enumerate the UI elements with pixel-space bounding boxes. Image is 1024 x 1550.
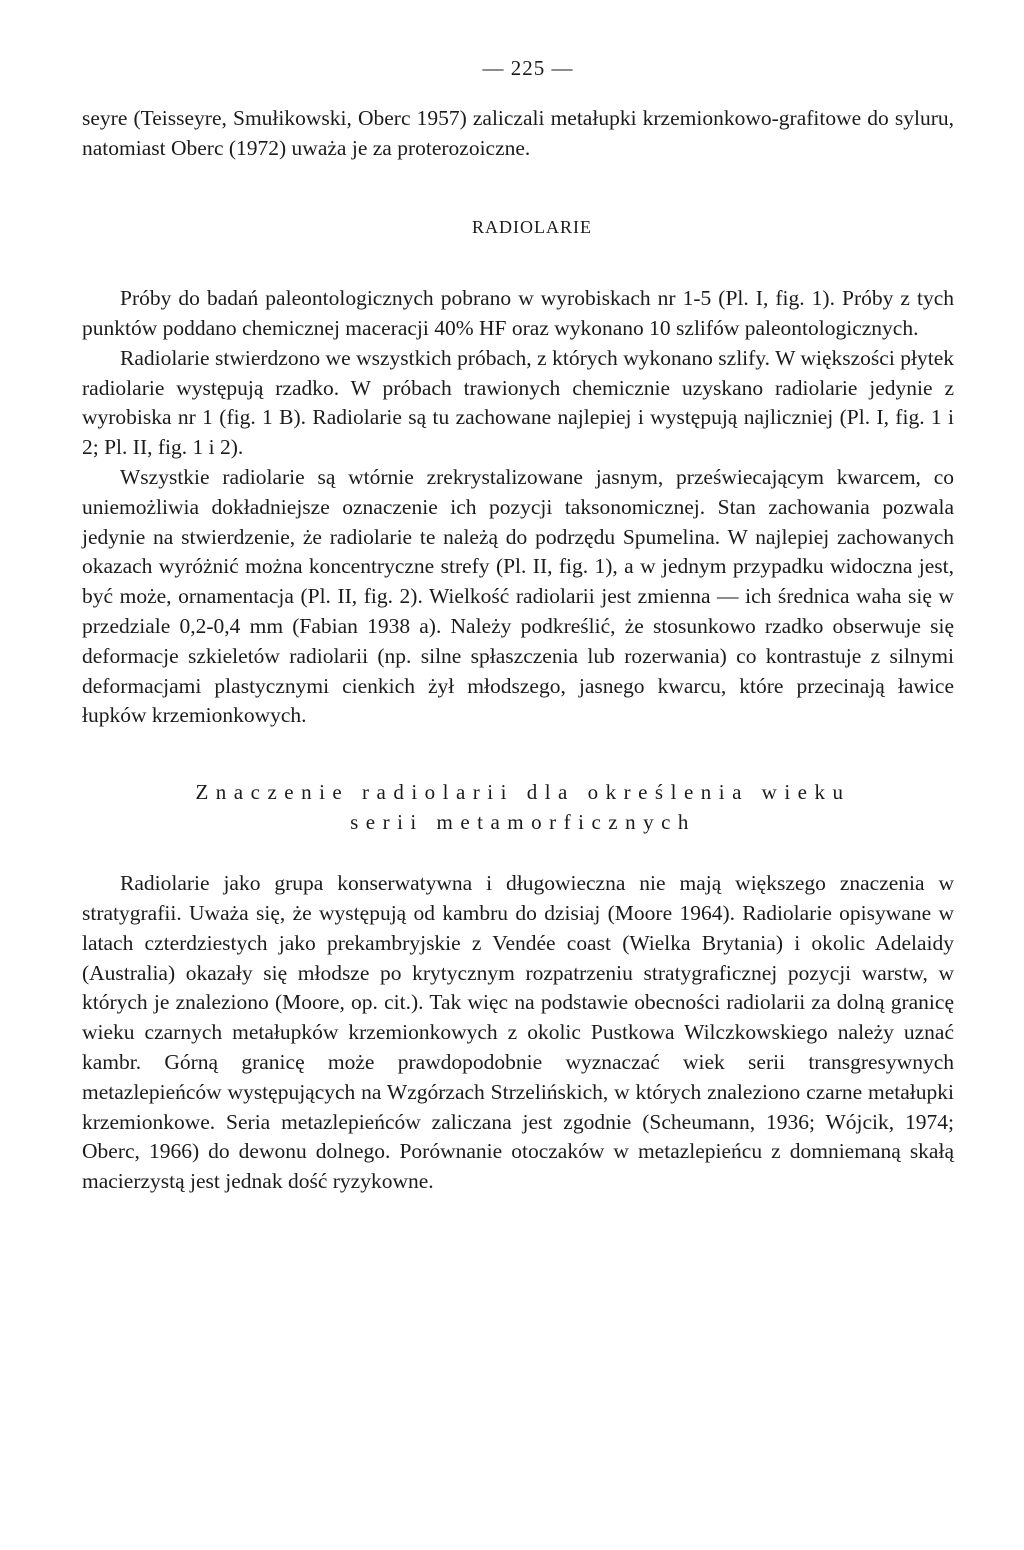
page-number: — 225 —	[482, 56, 574, 80]
paragraph-sampling: Próby do badań paleontologicznych pobrano w wyrobiskach nr 1-5 (Pl. I, fig. 1). Próby z tych punktów poddano chemicznej maceracji 40% HF oraz wykonano 10 szlifów paleontologicznych.	[82, 286, 954, 340]
section-heading-line-2: serii metamorficznych	[350, 810, 696, 835]
section-heading-radiolarie: RADIOLARIE	[472, 217, 592, 238]
section-heading-age-significance	[82, 777, 954, 837]
section-heading-line-1: Znaczenie radiolarii dla określenia wieku	[195, 780, 851, 805]
paragraph-preservation: Wszystkie radiolarie są wtórnie zrekrystalizowane jasnym, przeświecającym kwarcem, co uniemożliwia dokładniejsze oznaczenie ich pozycji taksonomicznej. Stan zachowania pozwala jedynie na stwierdzenie, że radiolarie te należą do podrzędu Spumelina. W najlepiej zachowanych okazach wyróżnić można koncentryczne strefy (Pl. II, fig. 1), a w jednym przypadku widoczna jest, być może, ornamentacja (Pl. II, fig. 2). Wielkość radiolarii jest zmienna — ich średnica waha się w przedziale 0,2-0,4 mm (Fabian 1938 a). Należy podkreślić, że stosunkowo rzadko obserwuje się deformacje szkieletów radiolarii (np. silne spłaszczenia lub rozerwania) co kontrastuje z silnymi deformacjami plastycznymi cienkich żył młodszego, jasnego kwarcu, które przecinają ławice łupków krzemionkowych.	[82, 464, 954, 728]
paragraph-occurrence: Radiolarie stwierdzono we wszystkich próbach, z których wykonano szlify. W większości płytek radiolarie występują rzadko. W próbach trawionych chemicznie uzyskano radiolarie jedynie z wyrobiska nr 1 (fig. 1 B). Radiolarie są tu zachowane najlepiej i występują najliczniej (Pl. I, fig. 1 i 2; Pl. II, fig. 1 i 2).	[82, 345, 954, 460]
paragraph-stratigraphy: Radiolarie jako grupa konserwatywna i długowieczna nie mają większego znaczenia w stratygrafii. Uważa się, że występują od kambru do dzisiaj (Moore 1964). Radiolarie opisywane w latach czterdziestych jako prekambryjskie z Vendée coast (Wielka Brytania) i okolic Adelaidy (Australia) okazały się młodsze po krytycznym rozpatrzeniu stratygraficznej pozycji warstw, w których je znaleziono (Moore, op. cit.). Tak więc na podstawie obecności radiolarii za dolną granicę wieku czarnych metałupków krzemionkowych z okolic Pustkowa Wilczkowskiego należy uznać kambr. Górną granicę może prawdopodobnie wyznaczać wiek serii transgresywnych metazlepieńców występujących na Wzgórzach Strzelińskich, w których znaleziono czarne metałupki krzemionkowe. Seria metazlepieńców zaliczana jest zgodnie (Scheumann, 1936; Wójcik, 1974; Oberc, 1966) do dewonu dolnego. Porównanie otoczaków w metazlepieńcu z domniemaną skałą macierzystą jest jednak dość ryzykowne.	[82, 871, 954, 1194]
paragraph-continuation: seyre (Teisseyre, Smułikowski, Oberc 1957) zaliczali metałupki krzemionkowo-grafitowe do syluru, natomiast Oberc (1972) uważa je za proterozoiczne.	[82, 105, 954, 160]
